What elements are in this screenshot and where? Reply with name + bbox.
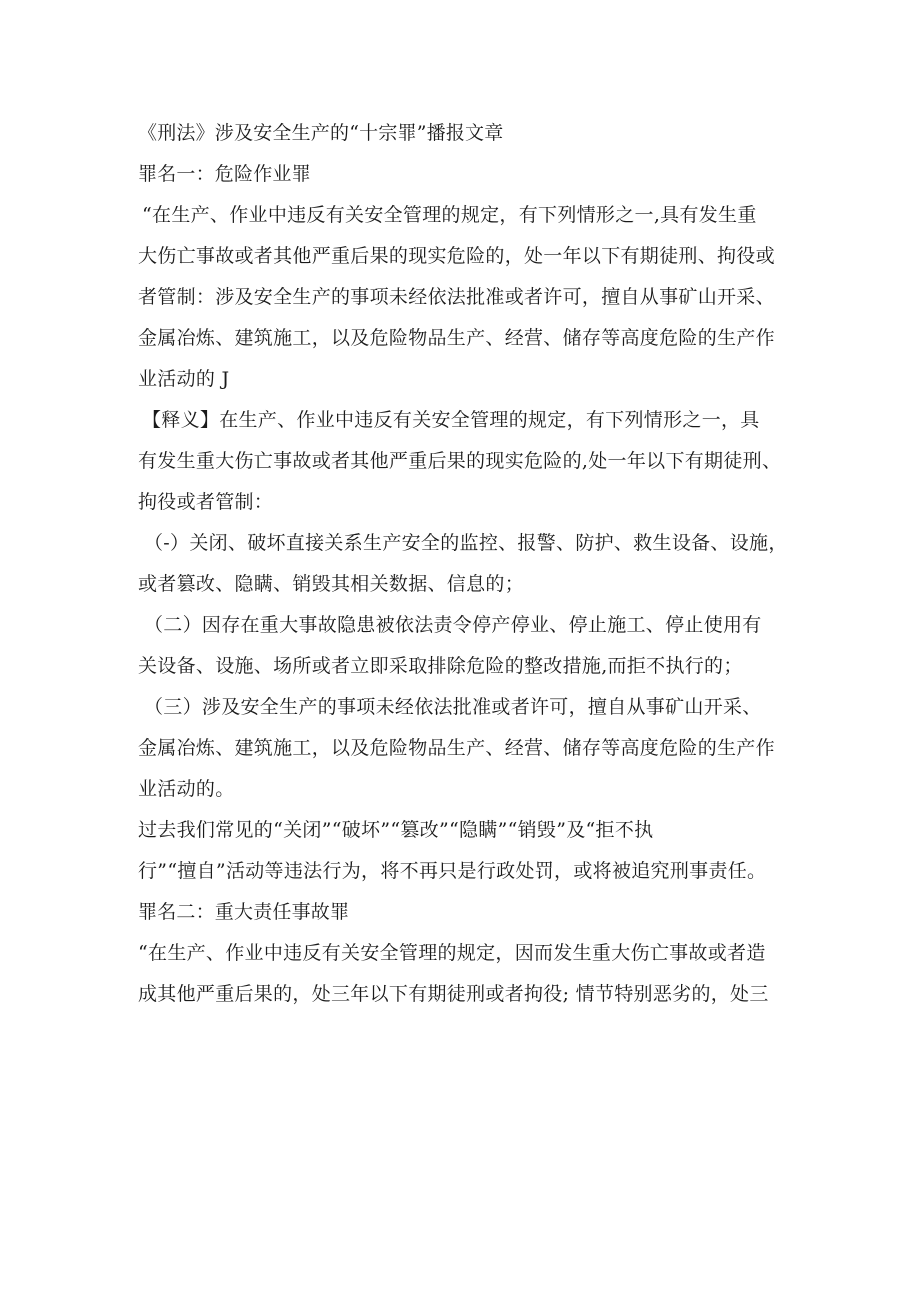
crime1-quote-paragraph bbox=[138, 195, 798, 400]
paragraph-line: 或者篡改、隐瞒、销毁其相关数据、信息的； bbox=[138, 573, 525, 595]
crime1-explanation-paragraph bbox=[138, 400, 798, 523]
document-body bbox=[138, 113, 798, 1015]
paragraph-line: 大伤亡事故或者其他严重后果的现实危险的，处一年以下有期徒刑、拘役或 bbox=[138, 245, 775, 267]
list-item-1 bbox=[138, 523, 798, 605]
list-item-2 bbox=[138, 605, 798, 687]
crime1-heading: 罪名一：危险作业罪 bbox=[138, 163, 311, 185]
crime2-quote-paragraph bbox=[138, 933, 798, 1015]
paragraph-line: 金属冶炼、建筑施工，以及危险物品生产、经营、储存等高度危险的生产作 bbox=[138, 737, 775, 759]
paragraph-line: “在生产、作业中违反有关安全管理的规定，因而发生重大伤亡事故或者造 bbox=[138, 942, 766, 964]
list-item-3 bbox=[138, 687, 798, 810]
document-title: 《刑法》涉及安全生产的“十宗罪”播报文章 bbox=[138, 122, 504, 144]
paragraph-line: 金属冶炼、建筑施工，以及危险物品生产、经营、储存等高度危险的生产作 bbox=[138, 327, 775, 349]
paragraph-line: 有发生重大伤亡事故或者其他严重后果的现实危险的,处一年以下有期徒刑、 bbox=[138, 450, 782, 472]
paragraph-line: 业活动的。 bbox=[138, 778, 235, 800]
paragraph-line: 业活动的 J bbox=[138, 368, 230, 390]
paragraph-line: （二）因存在重大事故隐患被依法责令停产停业、停止施工、停止使用有 bbox=[144, 614, 762, 636]
paragraph-line: （三）涉及安全生产的事项未经依法批准或者许可，擅自从事矿山开采、 bbox=[144, 696, 762, 718]
paragraph-line: （-）关闭、破坏直接关系生产安全的监控、报警、防护、救生设备、设施， bbox=[144, 532, 788, 554]
paragraph-line: “在生产、作业中违反有关安全管理的规定，有下列情形之一,具有发生重 bbox=[142, 204, 757, 226]
paragraph-line: 【释义】在生产、作业中违反有关安全管理的规定，有下列情形之一，具 bbox=[142, 409, 760, 431]
paragraph-line: 成其他严重后果的，处三年以下有期徒刑或者拘役; 情节特别恶劣的，处三 bbox=[138, 983, 769, 1005]
paragraph-line: 关设备、设施、场所或者立即采取排除危险的整改措施,而拒不执行的； bbox=[138, 655, 743, 677]
paragraph-line: 者管制：涉及安全生产的事项未经依法批准或者许可，擅自从事矿山开采、 bbox=[138, 286, 775, 308]
paragraph-line: 行”“擅自”活动等违法行为，将不再只是行政处罚，或将被追究刑事责任。 bbox=[138, 860, 767, 882]
paragraph-line: 过去我们常见的“关闭”“破坏”“篡改”“隐瞒”“销毁”及“拒不执 bbox=[138, 819, 654, 841]
summary-paragraph bbox=[138, 810, 798, 892]
paragraph-line: 拘役或者管制： bbox=[138, 491, 274, 513]
crime2-heading: 罪名二：重大责任事故罪 bbox=[138, 901, 350, 923]
